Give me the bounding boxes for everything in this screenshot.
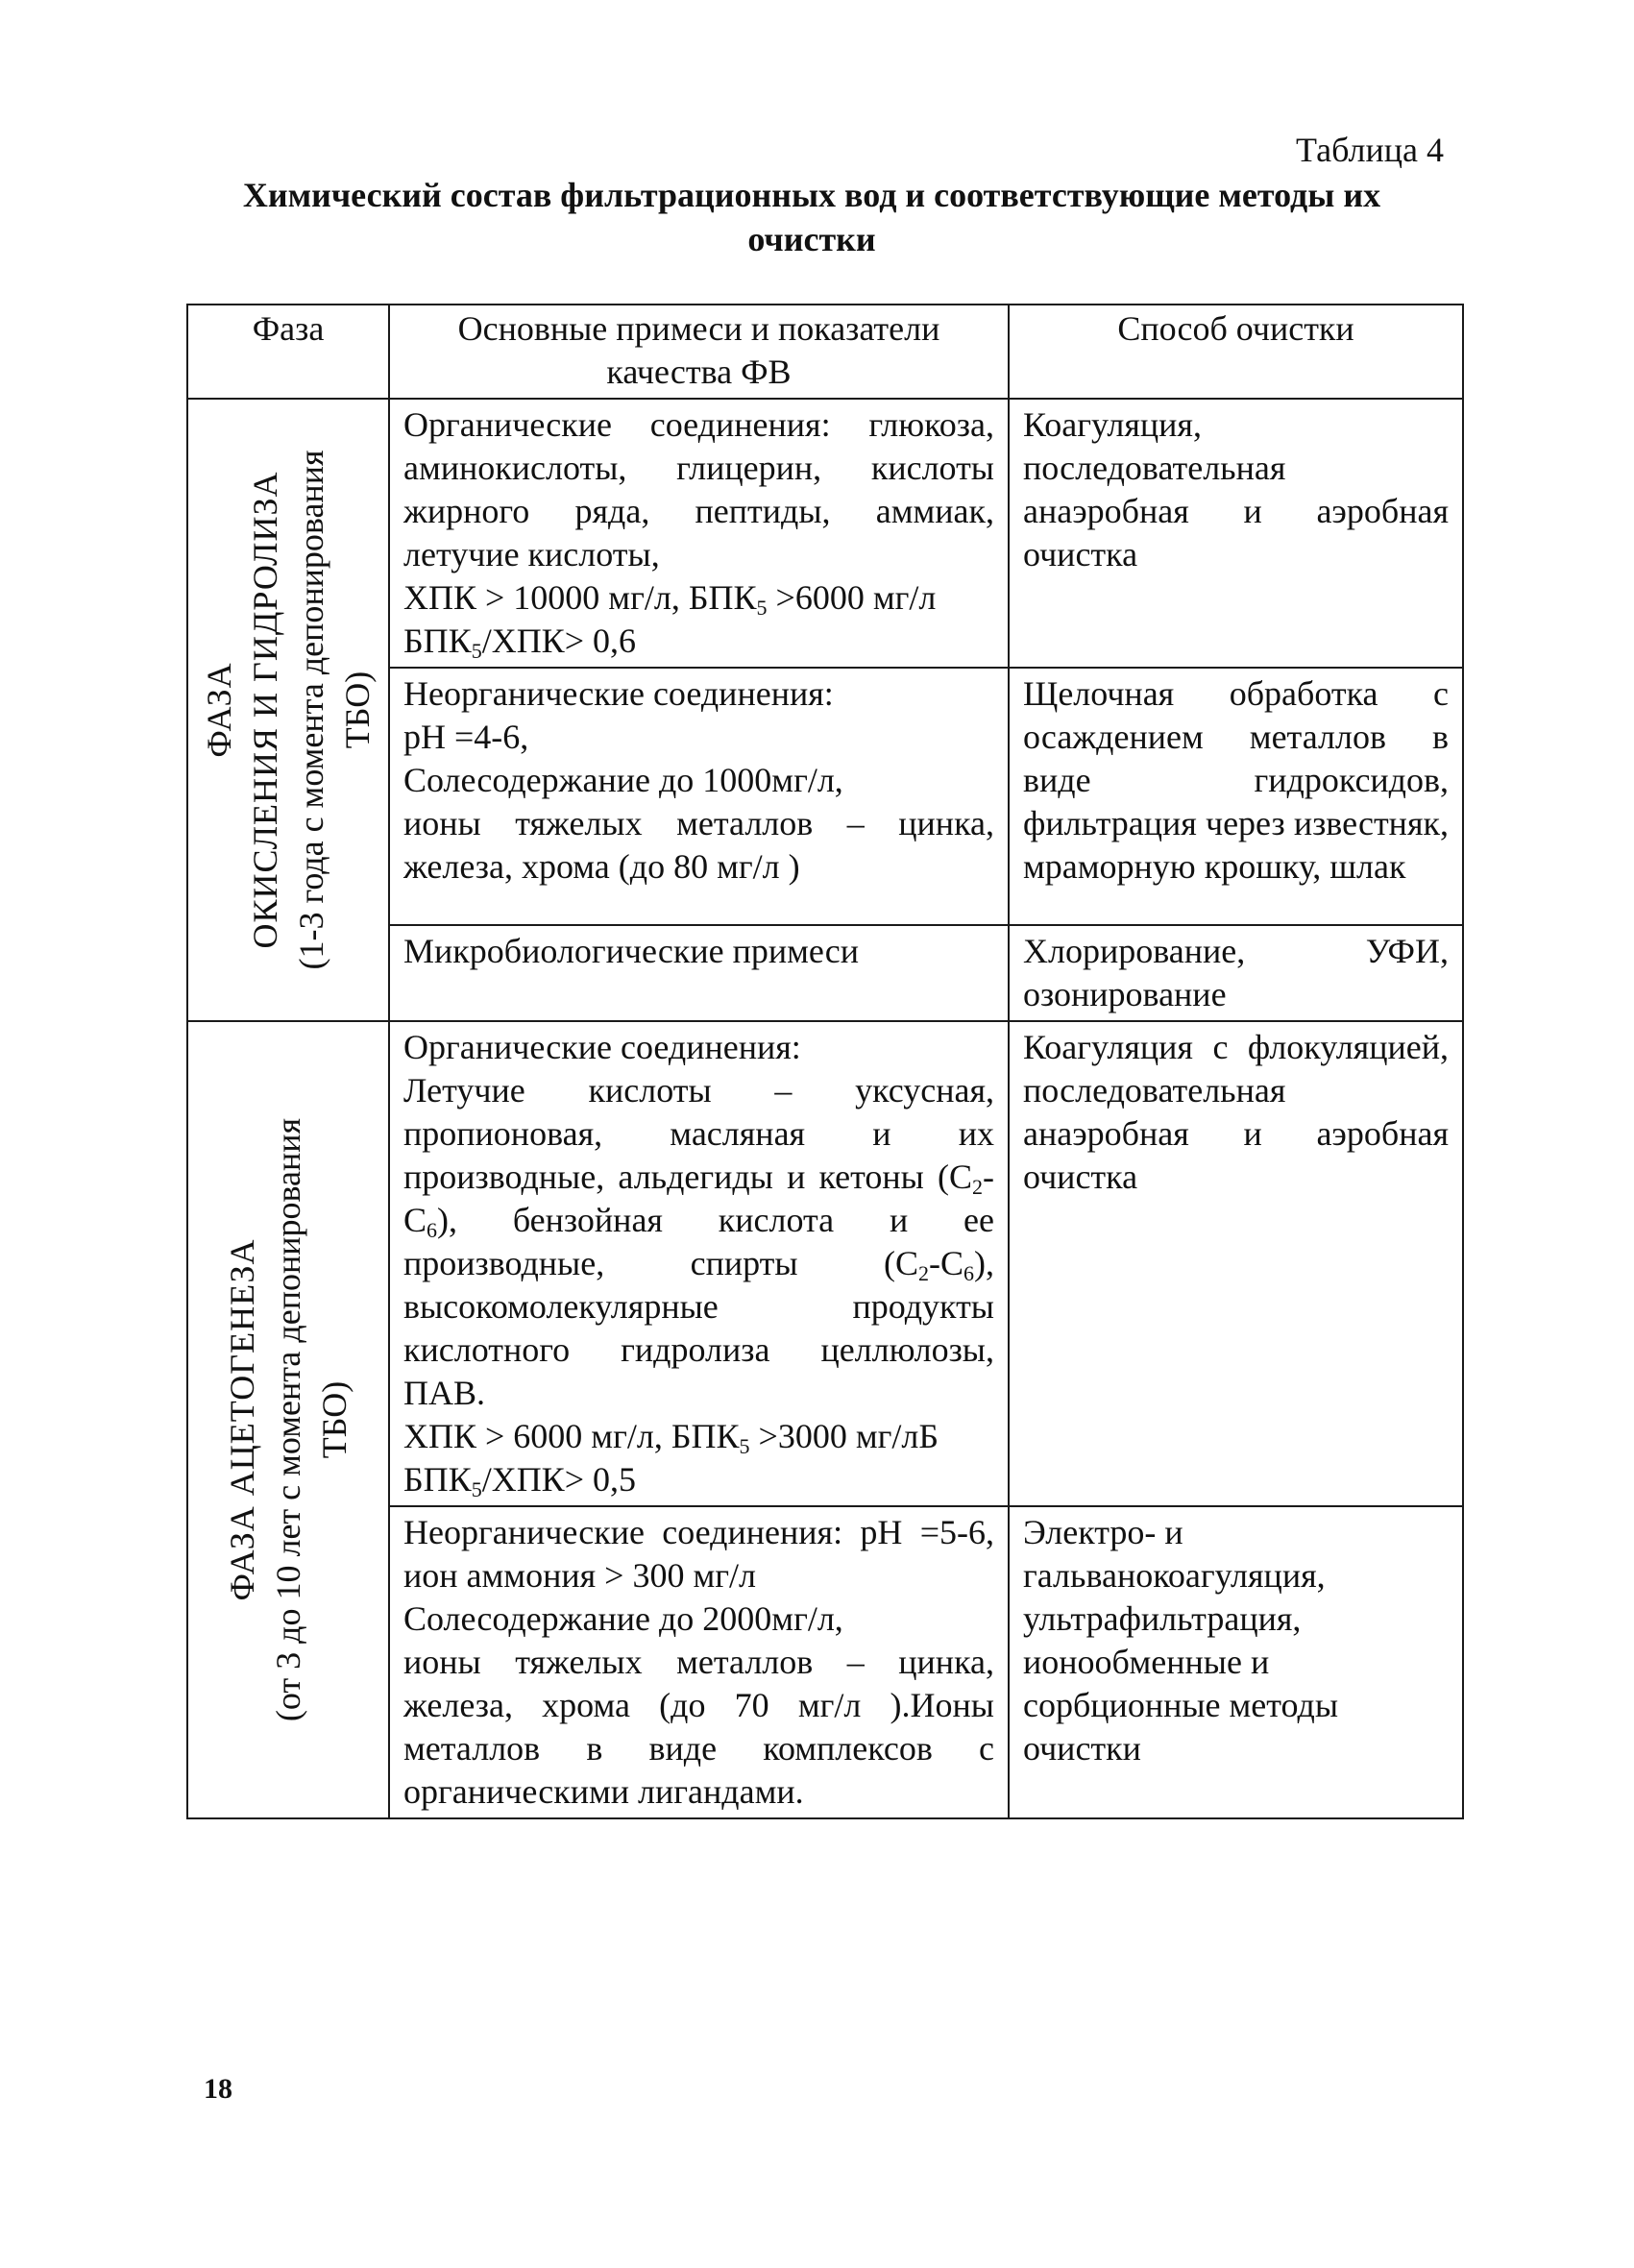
impurities-text: Неорганические соединения:: [403, 674, 834, 713]
method-cell: [1009, 668, 1463, 925]
table-row: [187, 1021, 1463, 1506]
phase-label-oxidation: [196, 450, 380, 969]
method-cell: [1009, 1021, 1463, 1506]
phase-name: ФАЗА АЦЕТОГЕНЕЗА: [223, 1238, 261, 1601]
phase-period: ТБО): [315, 1380, 354, 1459]
impurities-text: Летучие кислоты – уксусная, пропионовая, масляная и их производные, альдегиды и кетоны $(C_2-C_6)$, бензойная кислота и ее производные, спирты $(C_2-C_6)$, высокомолекулярные продукты кислотного гидролиза целлюлозы, ПАВ.: [403, 1071, 994, 1412]
method-cell: [1009, 925, 1463, 1021]
impurities-text: Солесодержание до 2000мг/л,: [403, 1599, 843, 1638]
impurities-text: Микробиологические примеси: [403, 932, 859, 970]
impurities-text: ионы тяжелых металлов – цинка, железа, хрома (до 70 мг/л ).Ионы металлов в виде комплексов с органическими лигандами.: [403, 1643, 994, 1811]
impurities-cell: [389, 1021, 1009, 1506]
impurities-text: ХПК > 6000 мг/л, $БПК_5 >3000$ мг/лБ: [403, 1417, 939, 1458]
method-cell: [1009, 1506, 1463, 1818]
phase-cell-oxidation: [187, 399, 389, 1021]
impurities-text: $БПК_5/ХПК> 0,6$: [403, 622, 636, 663]
phase-cell-acetogenesis: [187, 1021, 389, 1818]
impurities-text: pH =4-6,: [403, 718, 529, 756]
table-row: [187, 399, 1463, 668]
impurities-cell: [389, 668, 1009, 925]
impurities-cell: [389, 925, 1009, 1021]
impurities-text: Солесодержание до 1000мг/л,: [403, 761, 843, 799]
method-text: Щелочная обработка с осаждением металлов в виде гидроксидов, фильтрация через известняк, мраморную крошку, шлак: [1023, 674, 1449, 886]
phase-name: ФАЗА: [200, 662, 238, 758]
table-title: Химический состав фильтрационных вод и соответствующие методы их очистки: [242, 176, 1381, 258]
impurities-text: Неорганические соединения: pH =5-6, ион аммония > 300 мг/л: [403, 1513, 994, 1595]
impurities-text: $БПК_5/ХПК> 0,5$: [403, 1460, 636, 1501]
phase-label-acetogenesis: [219, 1118, 357, 1721]
header-impurities: Основные примеси и показатели качества ФВ: [389, 305, 1009, 399]
method-text: Коагуляция, последовательная анаэробная и аэробная очистка: [1023, 405, 1449, 573]
impurities-text: ХПК > 10000 мг/л, $БПК_5 >6000$ мг/л: [403, 578, 937, 620]
table-label: Таблица 4: [1296, 131, 1444, 169]
method-cell: [1009, 399, 1463, 668]
impurities-text: Органические соединения: глюкоза, аминокислоты, глицерин, кислоты жирного ряда, пептиды, аммиак, летучие кислоты,: [403, 405, 994, 573]
table-header-row: [187, 305, 1463, 399]
phase-name: ОКИСЛЕНИЯ И ГИДРОЛИЗА: [246, 471, 284, 949]
purification-table: [186, 304, 1464, 1819]
method-text: Электро- и гальванокоагуляция, ультрафильтрация, ионообменные и сорбционные методы очистки: [1023, 1513, 1339, 1768]
method-text: Хлорирование, УФИ, озонирование: [1023, 932, 1449, 1013]
phase-period: (1-3 года с момента депонирования: [292, 450, 330, 970]
page-number: 18: [204, 2073, 232, 2105]
impurities-cell: [389, 1506, 1009, 1818]
phase-period: (от 3 до 10 лет с момента депонирования: [269, 1117, 307, 1722]
method-text: Коагуляция с флокуляцией, последовательная анаэробная и аэробная очистка: [1023, 1028, 1449, 1196]
phase-period: ТБО): [338, 671, 377, 749]
impurities-cell: [389, 399, 1009, 668]
impurities-text: ионы тяжелых металлов – цинка, железа, хрома (до 80 мг/л ): [403, 804, 994, 886]
header-phase: Фаза: [187, 305, 389, 399]
header-method: Способ очистки: [1009, 305, 1463, 399]
impurities-text: Органические соединения:: [403, 1028, 801, 1066]
